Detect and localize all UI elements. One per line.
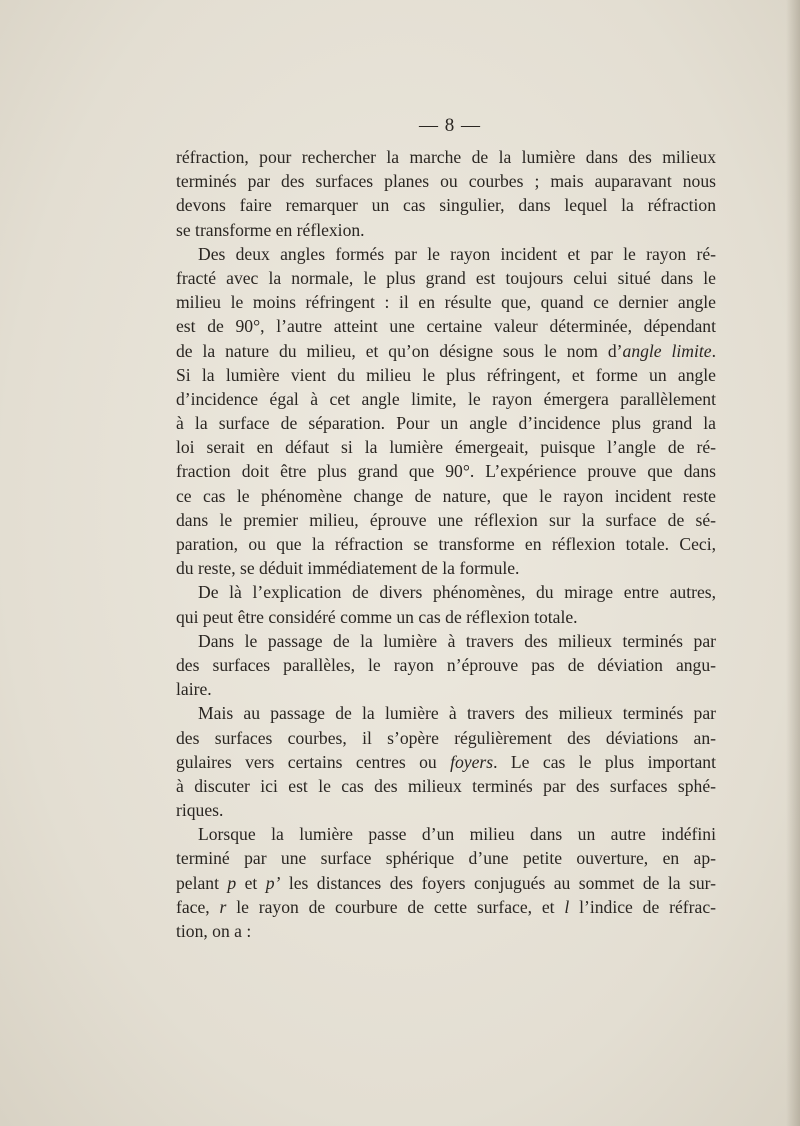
text-run: Dans le passage de la lumière à travers des milieux terminés par xyxy=(198,630,716,651)
text-line xyxy=(176,750,716,774)
italic-term: p xyxy=(227,872,237,893)
text-run: . Le cas le plus important xyxy=(493,751,716,772)
text-run: gulaires vers certains centres ou xyxy=(176,751,451,772)
text-run: pelant xyxy=(176,872,228,893)
text-run: le rayon de courbure de cette surface, et xyxy=(226,896,565,917)
text-run: et xyxy=(236,872,266,893)
text-line xyxy=(176,266,716,290)
text-run: De là l’explication de divers phénomènes, du mirage entre autres, xyxy=(198,582,716,603)
text-run: de la nature du milieu, et qu’on désigne sous le nom d’ xyxy=(176,340,623,361)
text-line xyxy=(176,726,716,750)
text-line xyxy=(176,629,716,653)
text-run: tion, on a : xyxy=(176,921,252,941)
text-run: à la surface de séparation. Pour un angle d’incidence plus grand la xyxy=(176,413,716,434)
text-run: devons faire remarquer un cas singulier, dans lequel la réfraction xyxy=(176,195,716,216)
text-line xyxy=(176,193,716,217)
italic-term: angle limite xyxy=(622,340,712,361)
text-run: laire. xyxy=(176,679,212,700)
text-line xyxy=(176,556,716,580)
text-run: ce cas le phénomène change de nature, que le rayon incident reste xyxy=(176,485,716,506)
page-number: — 8 — xyxy=(419,115,481,136)
text-run: Si la lumière vient du milieu le plus réfringent, et forme un angle xyxy=(176,364,716,385)
text-run: l’indice de réfrac- xyxy=(569,896,716,917)
text-line xyxy=(176,508,716,532)
text-line xyxy=(176,871,716,895)
italic-term: p’ xyxy=(265,872,281,893)
text-line xyxy=(176,218,716,242)
text-run: Mais au passage de la lumière à travers des milieux terminés par xyxy=(198,703,716,724)
text-run: du reste, se déduit immédiatement de la formule. xyxy=(176,558,520,579)
text-run: face, xyxy=(176,896,220,917)
body-text xyxy=(176,145,716,943)
italic-term: foyers xyxy=(450,751,494,772)
text-line xyxy=(176,774,716,798)
text-line xyxy=(176,387,716,411)
text-line xyxy=(176,846,716,870)
text-line xyxy=(176,798,716,822)
text-run: se transforme en réflexion. xyxy=(176,219,365,240)
italic-term: l xyxy=(564,896,570,917)
text-line xyxy=(176,459,716,483)
text-line xyxy=(176,532,716,556)
text-run: . xyxy=(711,340,716,361)
text-run: terminés par des surfaces planes ou courbes ; mais auparavant nous xyxy=(176,171,716,192)
text-line xyxy=(176,580,716,604)
page-edge-shadow xyxy=(786,0,800,1126)
text-run: milieu le moins réfringent : il en résulte que, quand ce dernier angle xyxy=(176,292,716,313)
text-run: qui peut être considéré comme un cas de réflexion totale. xyxy=(176,606,578,627)
text-line xyxy=(176,484,716,508)
text-run: loi serait en défaut si la lumière émergeait, puisque l’angle de ré- xyxy=(176,437,716,458)
text-run: fracté avec la normale, le plus grand est toujours celui situé dans le xyxy=(176,267,716,288)
text-run: est de 90°, l’autre atteint une certaine valeur déterminée, dépendant xyxy=(176,316,716,337)
text-line xyxy=(176,339,716,363)
text-line xyxy=(176,895,716,919)
text-line xyxy=(176,363,716,387)
text-line xyxy=(176,411,716,435)
text-run: fraction doit être plus grand que 90°. L’expérience prouve que dans xyxy=(176,461,716,482)
text-run: paration, ou que la réfraction se transforme en réflexion totale. Ceci, xyxy=(176,534,716,554)
text-run: réfraction, pour rechercher la marche de la lumière dans des milieux xyxy=(176,147,716,167)
text-run: dans le premier milieu, éprouve une réflexion sur la surface de sé- xyxy=(176,509,716,530)
text-line xyxy=(176,653,716,677)
text-run: riques. xyxy=(176,800,224,821)
text-line xyxy=(176,169,716,193)
text-run: à discuter ici est le cas des milieux terminés par des surfaces sphé- xyxy=(176,775,716,796)
text-line xyxy=(176,605,716,629)
text-run: des surfaces courbes, il s’opère régulièrement des déviations an- xyxy=(176,727,716,748)
text-line xyxy=(176,435,716,459)
text-line xyxy=(176,701,716,725)
text-line xyxy=(176,290,716,314)
text-run: Des deux angles formés par le rayon incident et par le rayon ré- xyxy=(198,243,716,264)
text-run: Lorsque la lumière passe d’un milieu dans un autre indéfini xyxy=(198,824,716,845)
italic-term: r xyxy=(219,896,227,917)
text-line xyxy=(176,145,716,169)
text-line xyxy=(176,242,716,266)
text-line xyxy=(176,314,716,338)
text-line xyxy=(176,822,716,846)
text-run: les distances des foyers conjugués au sommet de la sur- xyxy=(280,872,716,893)
text-line xyxy=(176,919,716,943)
text-run: d’incidence égal à cet angle limite, le rayon émergera parallèlement xyxy=(176,388,716,409)
text-run: terminé par une surface sphérique d’une petite ouverture, en ap- xyxy=(176,848,716,869)
text-run: des surfaces parallèles, le rayon n’éprouve pas de déviation angu- xyxy=(176,654,716,675)
text-line xyxy=(176,677,716,701)
